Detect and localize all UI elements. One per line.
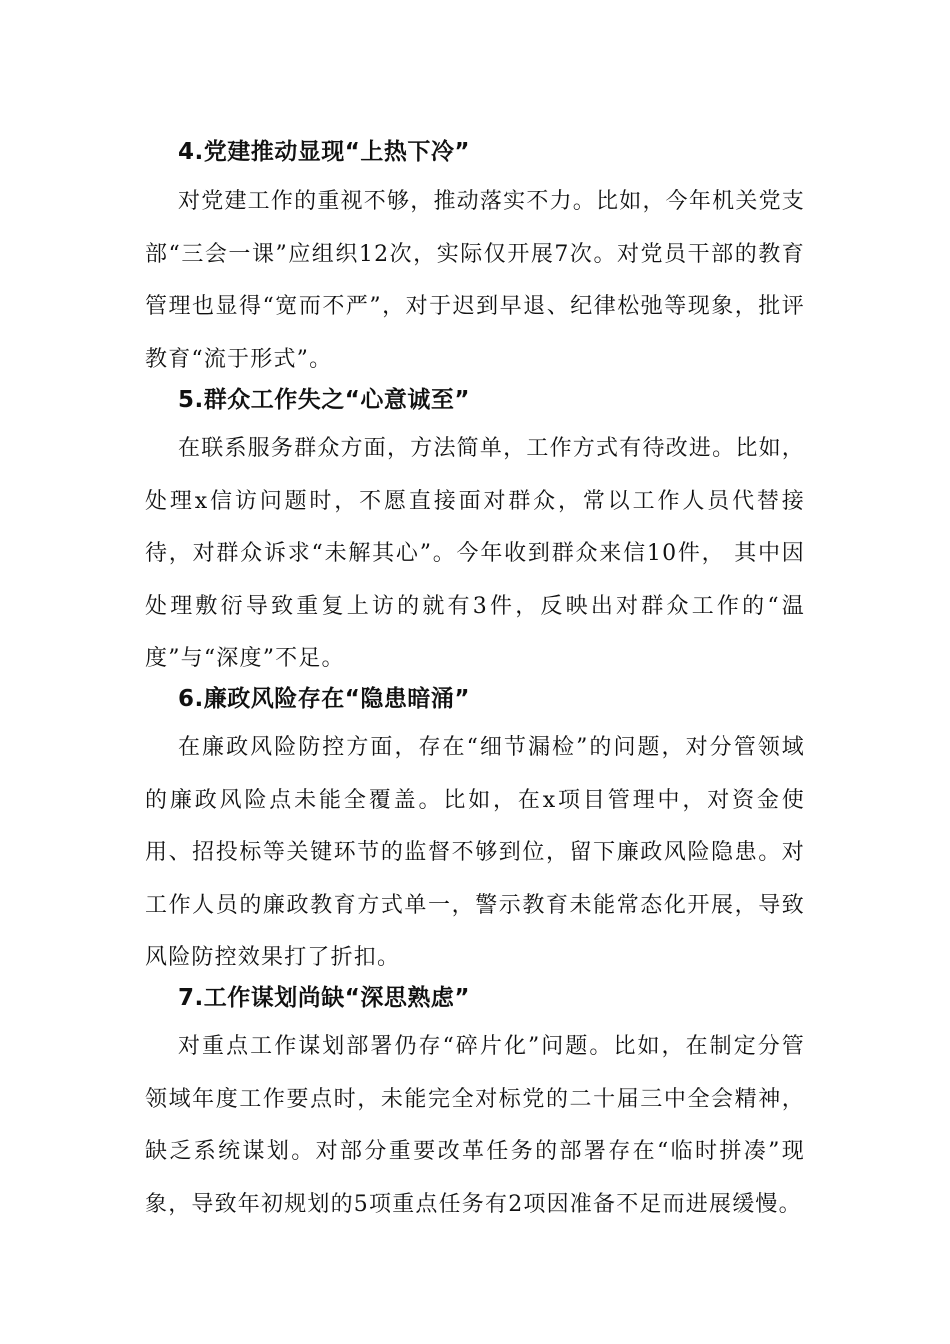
section-heading-7: 7.工作谋划尚缺“深思熟虑” <box>178 985 470 1011</box>
section-body-7: 对重点工作谋划部署仍存“碎片化”问题。比如，在制定分管领域年度工作要点时，未能完全对标党的二十届三中全会精神，缺乏系统谋划。对部分重要改革任务的部署存在“临时拼凑”现象，导致年初规划的5项重点任务有2项因准备不足而进展缓慢。 <box>145 1034 805 1217</box>
section-heading-6: 6.廉政风险存在“隐患暗涌” <box>178 686 470 712</box>
section-body-5: 在联系服务群众方面，方法简单，工作方式有待改进。比如，处理x信访问题时，不愿直接面对群众，常以工作人员代替接待，对群众诉求“未解其心”。今年收到群众来信10件， 其中因处理敷衍导致重复上访的就有3件，反映出对群众工作的“温度”与“深度”不足。 <box>145 436 805 671</box>
section-body-4: 对党建工作的重视不够，推动落实不力。比如，今年机关党支部“三会一课”应组织12次，实际仅开展7次。对党员干部的教育管理也显得“宽而不严”，对于迟到早退、纪律松弛等现象，批评教育“流于形式”。 <box>145 189 805 372</box>
section-heading-5: 5.群众工作失之“心意诚至” <box>178 387 470 413</box>
section-body-6: 在廉政风险防控方面，存在“细节漏检”的问题，对分管领域的廉政风险点未能全覆盖。比如，在x项目管理中，对资金使用、招投标等关键环节的监督不够到位，留下廉政风险隐患。对工作人员的廉政教育方式单一，警示教育未能常态化开展，导致风险防控效果打了折扣。 <box>145 735 805 970</box>
section-heading-4: 4.党建推动显现“上热下冷” <box>178 139 470 165</box>
